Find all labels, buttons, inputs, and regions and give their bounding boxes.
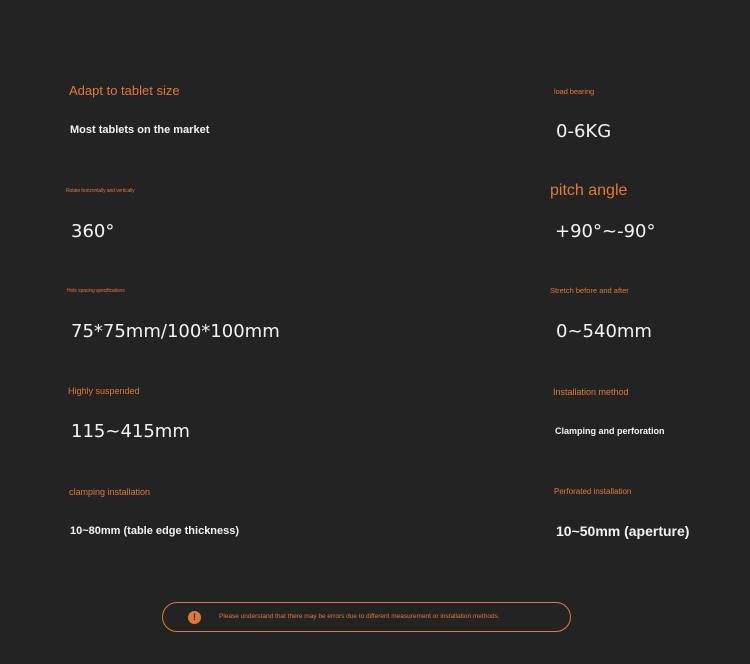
rotation-label: Rotate horizontally and vertically (66, 188, 135, 194)
clamping-label: clamping installation (69, 487, 151, 497)
clamping-value: 10~80mm (table edge thickness) (70, 525, 240, 537)
disclaimer-notice (162, 602, 571, 632)
rotation-value: 360° (71, 221, 115, 242)
stretch-value: 0~540mm (556, 321, 652, 342)
stretch-label: Stretch before and after (550, 286, 629, 295)
exclamation-icon: ! (188, 611, 201, 624)
hole-spacing-value: 75*75mm/100*100mm (71, 321, 280, 342)
pitch-angle-value: +90°~-90° (555, 221, 656, 242)
pitch-angle-label: pitch angle (550, 182, 628, 199)
installation-method-label: Installation method (553, 387, 629, 397)
perforated-value: 10~50mm (aperture) (556, 523, 690, 539)
height-value: 115~415mm (71, 421, 190, 442)
tablet-size-label: Adapt to tablet size (69, 83, 180, 98)
tablet-size-value: Most tablets on the market (70, 124, 210, 136)
installation-method-value: Clamping and perforation (555, 426, 665, 436)
disclaimer-text: Please understand that there may be errors due to different measurement or installation methods. (219, 613, 500, 620)
perforated-label: Perforated installation (554, 487, 632, 496)
hole-spacing-label: Hole spacing specifications (67, 288, 125, 294)
height-label: Highly suspended (68, 386, 140, 396)
load-bearing-label: load bearing (554, 87, 595, 96)
load-bearing-value: 0-6KG (556, 121, 612, 142)
